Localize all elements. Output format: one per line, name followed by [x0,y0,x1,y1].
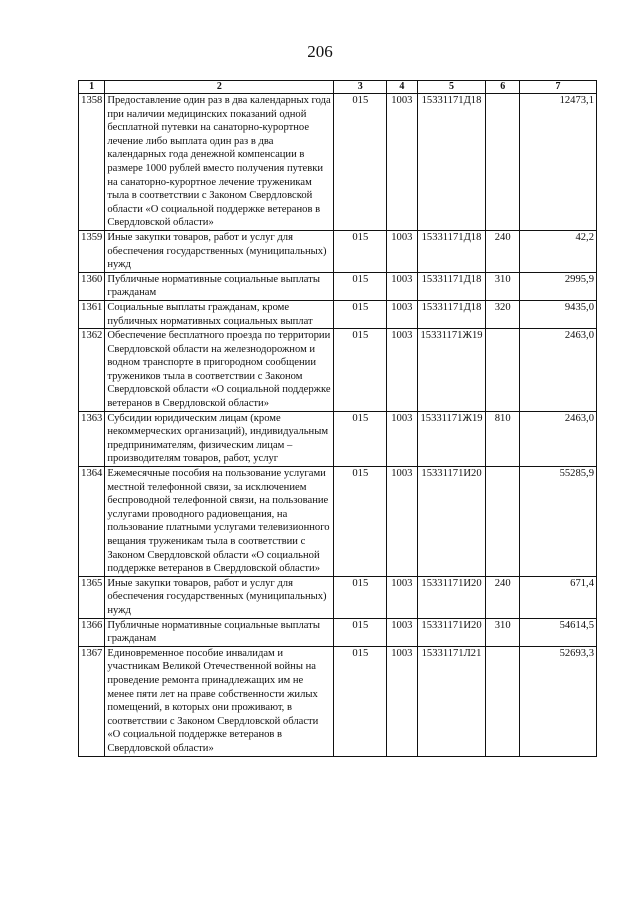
row-col6 [486,329,519,412]
row-number: 1363 [79,411,105,466]
row-col3: 015 [334,94,387,231]
row-col5: 15331171Д18 [417,272,486,300]
row-col3: 015 [334,411,387,466]
row-col6: 310 [486,618,519,646]
row-amount: 54614,5 [519,618,596,646]
row-amount: 2463,0 [519,329,596,412]
row-col3: 015 [334,467,387,577]
row-col6: 240 [486,230,519,272]
row-name: Субсидии юридическим лицам (кроме некоммерческих организаций), индивидуальным предпринимателям, физическим лицам – производителям товаров, работ, услуг [105,411,334,466]
table-row [79,300,597,328]
row-col3: 015 [334,272,387,300]
row-number: 1361 [79,300,105,328]
row-col4: 1003 [387,618,417,646]
row-col4: 1003 [387,272,417,300]
row-number: 1367 [79,646,105,756]
row-col5: 15331171И20 [417,618,486,646]
row-name: Публичные нормативные социальные выплаты гражданам [105,272,334,300]
table-row [79,411,597,466]
row-name: Единовременное пособие инвалидам и участникам Великой Отечественной войны на проведение ремонта принадлежащих им не менее пяти лет на праве собственности жилых помещений, в которых они проживают, в соответствии с Законом Свердловской области «О социальной поддержке ветеранов в Свердловской области» [105,646,334,756]
row-amount: 52693,3 [519,646,596,756]
header-row [79,81,597,94]
row-amount: 2463,0 [519,411,596,466]
table-row [79,329,597,412]
row-col4: 1003 [387,467,417,577]
row-col4: 1003 [387,230,417,272]
row-name: Социальные выплаты гражданам, кроме публичных нормативных социальных выплат [105,300,334,328]
row-col5: 15331171Л21 [417,646,486,756]
table-row [79,467,597,577]
page-number: 206 [307,42,333,61]
row-col5: 15331171И20 [417,576,486,618]
row-name: Иные закупки товаров, работ и услуг для обеспечения государственных (муниципальных) нужд [105,230,334,272]
header-cell: 5 [417,81,486,94]
header-cell: 2 [105,81,334,94]
row-number: 1362 [79,329,105,412]
row-col5: 15331171И20 [417,467,486,577]
row-col6: 810 [486,411,519,466]
row-amount: 42,2 [519,230,596,272]
header-cell: 7 [519,81,596,94]
row-col4: 1003 [387,411,417,466]
row-col6 [486,646,519,756]
row-col5: 15331171Д18 [417,300,486,328]
row-col6: 240 [486,576,519,618]
row-amount: 9435,0 [519,300,596,328]
row-col3: 015 [334,576,387,618]
row-col4: 1003 [387,94,417,231]
row-col6: 310 [486,272,519,300]
header-cell: 6 [486,81,519,94]
row-col3: 015 [334,329,387,412]
row-number: 1360 [79,272,105,300]
table-row [79,230,597,272]
table-row [79,94,597,231]
row-col3: 015 [334,230,387,272]
row-name: Ежемесячные пособия на пользование услугами местной телефонной связи, за исключением беспроводной телефонной связи, на пользование услугами проводного радиовещания, на пользование платными услугами телевизионного вещания труженикам тыла в соответствии с Законом Свердловской области «О социальной поддержке ветеранов в Свердловской области» [105,467,334,577]
row-name: Обеспечение бесплатного проезда по территории Свердловской области на железнодорожном и водном транспорте в пригородном сообщении тружеников тыла в соответствии с Законом Свердловской области «О социальной поддержке ветеранов в Свердловской области» [105,329,334,412]
row-col3: 015 [334,646,387,756]
row-col6 [486,467,519,577]
row-name: Публичные нормативные социальные выплаты гражданам [105,618,334,646]
row-amount: 2995,9 [519,272,596,300]
table-row [79,618,597,646]
row-col4: 1003 [387,329,417,412]
budget-table [78,80,597,757]
table-row [79,576,597,618]
row-name: Иные закупки товаров, работ и услуг для обеспечения государственных (муниципальных) нужд [105,576,334,618]
row-col6 [486,94,519,231]
header-cell: 4 [387,81,417,94]
row-name: Предоставление один раз в два календарных года при наличии медицинских показаний одной бесплатной путевки на санаторно-курортное лечение либо выплата один раз в два календарных года денежной компенсации в размере 1000 рублей вместо получения путевки на санаторно-курортное лечение труженикам тыла в соответствии с Законом Свердловской области «О социальной поддержке ветеранов в Свердловской области» [105,94,334,231]
row-col3: 015 [334,618,387,646]
row-col5: 15331171Д18 [417,94,486,231]
header-cell: 3 [334,81,387,94]
row-amount: 55285,9 [519,467,596,577]
row-amount: 671,4 [519,576,596,618]
row-number: 1358 [79,94,105,231]
row-col6: 320 [486,300,519,328]
row-col4: 1003 [387,300,417,328]
row-number: 1365 [79,576,105,618]
row-col5: 15331171Ж19 [417,411,486,466]
table-row [79,646,597,756]
header-cell: 1 [79,81,105,94]
table-row [79,272,597,300]
row-number: 1366 [79,618,105,646]
row-amount: 12473,1 [519,94,596,231]
row-number: 1359 [79,230,105,272]
row-col4: 1003 [387,646,417,756]
row-col5: 15331171Ж19 [417,329,486,412]
row-col5: 15331171Д18 [417,230,486,272]
row-number: 1364 [79,467,105,577]
row-col3: 015 [334,300,387,328]
row-col4: 1003 [387,576,417,618]
